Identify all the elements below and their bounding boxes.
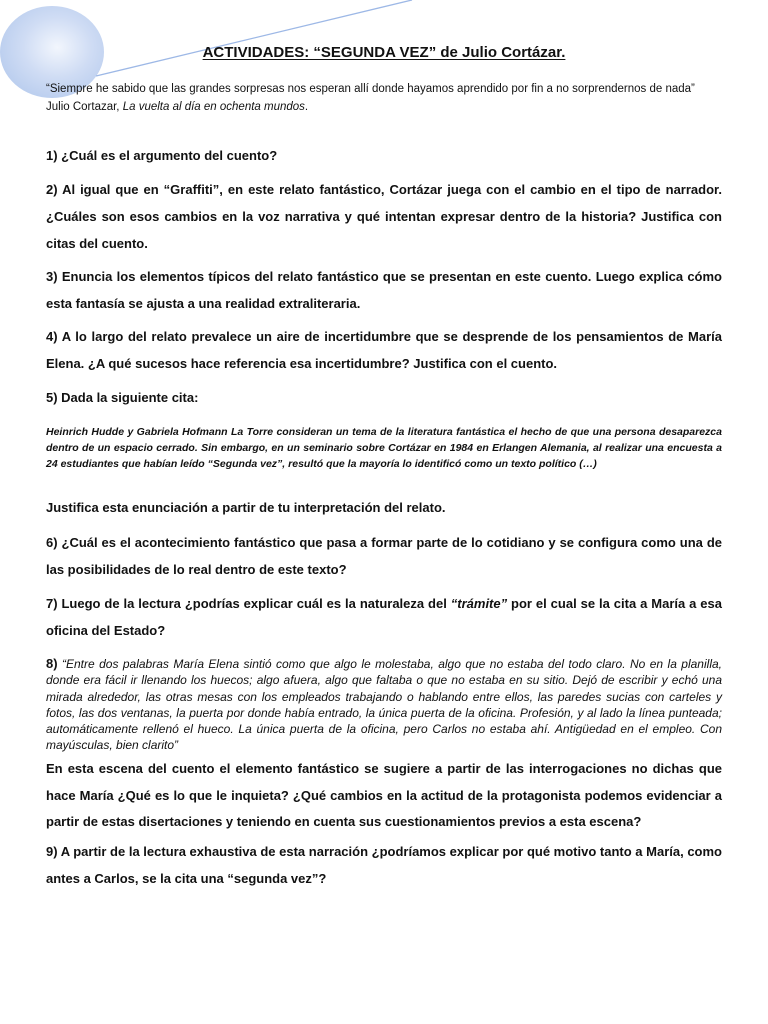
question-5-citation: Heinrich Hudde y Gabriela Hofmann La Torre consideran un tema de la literatura fantástica el hecho de que una persona desaparezca dentro de un espacio cerrado. Sin embargo, en un seminario sobre Cortázar en 1984 en Erlangen Alemania, al realizar una encuesta a 24 estudiantes que habían leído “Segunda vez”, resultó que la mayoría lo identificó como un texto político (…) <box>46 426 722 470</box>
question-7-text-end: por el cual se la cita a María a esa oficina del Estado? <box>46 596 722 638</box>
question-8-number: 8) <box>46 656 58 671</box>
question-5-task: Justifica esta enunciación a partir de tu interpretación del relato. <box>46 500 446 515</box>
epigraph-period: . <box>304 101 309 113</box>
page-title: ACTIVIDADES: “SEGUNDA VEZ” de Julio Cortázar. <box>202 44 566 61</box>
question-8-task: En esta escena del cuento el elemento fantástico se sugiere a partir de las interrogaciones no dichas que hace María ¿Qué es lo que le inquieta? ¿Qué cambios en la actitud de la protagonista podemos evidenciar a partir de estas disertaciones y teniendo en cuenta sus cuestionamientos previos a esta escena? <box>46 761 722 829</box>
question-7 <box>46 590 722 644</box>
question-7-emphasis: “trámite” <box>450 596 508 611</box>
question-4: 4) A lo largo del relato prevalece un aire de incertidumbre que se desprende de los pensamientos de María Elena. ¿A qué sucesos hace referencia esa incertidumbre? Justifica con el cuento. <box>46 329 722 371</box>
epigraph-attribution <box>46 98 722 116</box>
epigraph-book: La vuelta al día en ochenta mundos <box>122 101 305 113</box>
question-2: 2) Al igual que en “Graffiti”, en este relato fantástico, Cortázar juega con el cambio en el tipo de narrador. ¿Cuáles son esos cambios en la voz narrativa y qué intentan expresar dentro de la historia? Justifica con citas del cuento. <box>46 182 722 251</box>
epigraph-author: Julio Cortazar, <box>46 101 123 113</box>
question-3: 3) Enuncia los elementos típicos del relato fantástico que se presentan en este cuento. Luego explica cómo esta fantasía se ajusta a una realidad extraliteraria. <box>46 269 722 311</box>
question-5: 5) Dada la siguiente cita: <box>46 390 199 405</box>
question-8-quote <box>46 656 722 754</box>
question-6: 6) ¿Cuál es el acontecimiento fantástico que pasa a formar parte de lo cotidiano y se configura como una de las posibilidades de lo real dentro de este texto? <box>46 535 722 577</box>
epigraph <box>46 80 722 116</box>
epigraph-quote: “Siempre he sabido que las grandes sorpresas nos esperan allí donde hayamos aprendido por fin a no sorprendernos de nada” <box>46 83 695 95</box>
decorative-line <box>96 0 412 76</box>
question-9: 9) A partir de la lectura exhaustiva de esta narración ¿podríamos explicar por qué motivo tanto a María, como antes a Carlos, se la cita una “segunda vez”? <box>46 844 722 886</box>
question-1: 1) ¿Cuál es el argumento del cuento? <box>46 148 278 163</box>
question-8-quote-text: “Entre dos palabras María Elena sintió como que algo le molestaba, algo que no estaba del todo claro. No en la planilla, donde era fácil ir llenando los huecos; algo afuera, algo que faltaba o que no estaba en su sitio. Dejó de escribir y echó una mirada alrededor, las otras mesas con los empleados trabajando o hablando entre ellos, las paredes sucias con carteles y fotos, las dos ventanas, la puerta por donde había entrado, la única puerta de la oficina. Profesión, y al lado la línea punteada; automáticamente rellenó el hueco. La única puerta de la oficina, pero Carlos no estaba ahí. Antigüedad en el empleo. Con mayúsculas, bien clarito” <box>46 657 722 753</box>
question-7-text: 7) Luego de la lectura ¿podrías explicar cuál es la naturaleza del <box>46 596 451 611</box>
